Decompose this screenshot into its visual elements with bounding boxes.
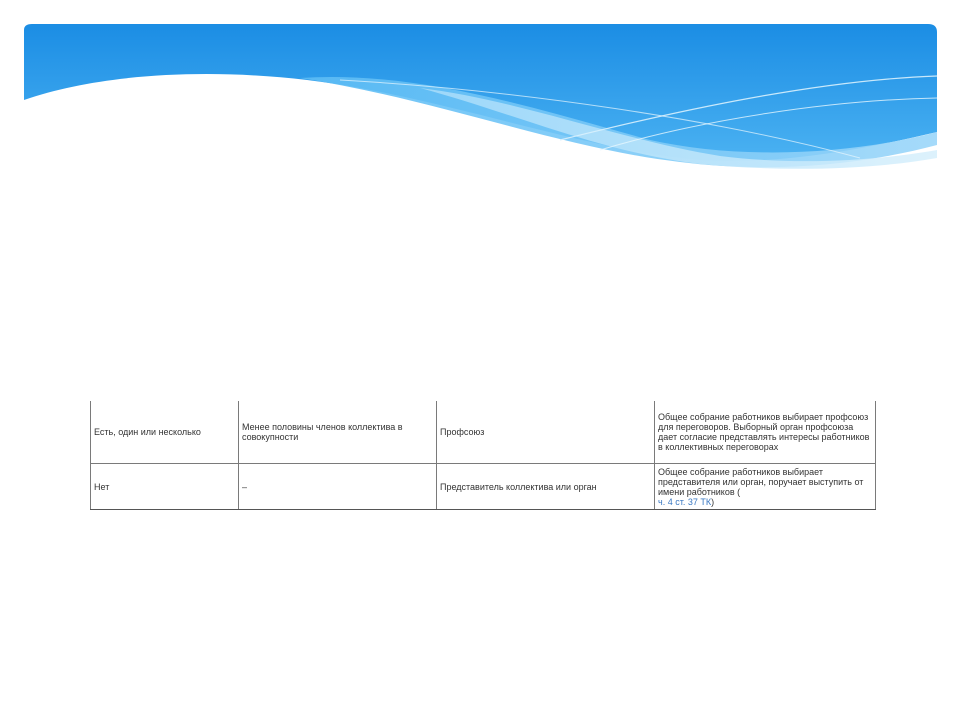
table-cell (239, 464, 437, 510)
cell-text: Общее собрание работников выбирает профсоюз для переговоров. Выборный орган профсоюза дает согласие представлять интересы работников в коллективных переговорах (658, 412, 870, 452)
table-cell (437, 401, 655, 464)
cell-text: Менее половины членов коллектива в совокупности (242, 422, 403, 442)
table-cell (91, 464, 239, 510)
banner-shape (24, 24, 937, 169)
cell-text: Общее собрание работников выбирает представителя или орган, поручает выступить от имени работников ( (658, 466, 864, 497)
table-cell (655, 464, 876, 510)
cell-text-closing: ) (711, 496, 715, 507)
table-cell (239, 401, 437, 464)
representation-table (90, 401, 876, 510)
table-row (91, 464, 876, 510)
cell-text: Представитель коллектива или орган (440, 481, 597, 492)
table-cell (655, 401, 876, 464)
table-row (91, 401, 876, 464)
table-cell (91, 401, 239, 464)
table-cell (437, 464, 655, 510)
cell-text: Есть, один или несколько (94, 427, 201, 437)
cell-text: – (242, 481, 248, 492)
wave-banner (0, 0, 960, 180)
law-reference-link[interactable]: ч. 4 ст. 37 ТК (658, 496, 712, 507)
representation-table-container (90, 401, 871, 510)
cell-text: Нет (94, 481, 110, 492)
cell-text: Профсоюз (440, 427, 485, 437)
